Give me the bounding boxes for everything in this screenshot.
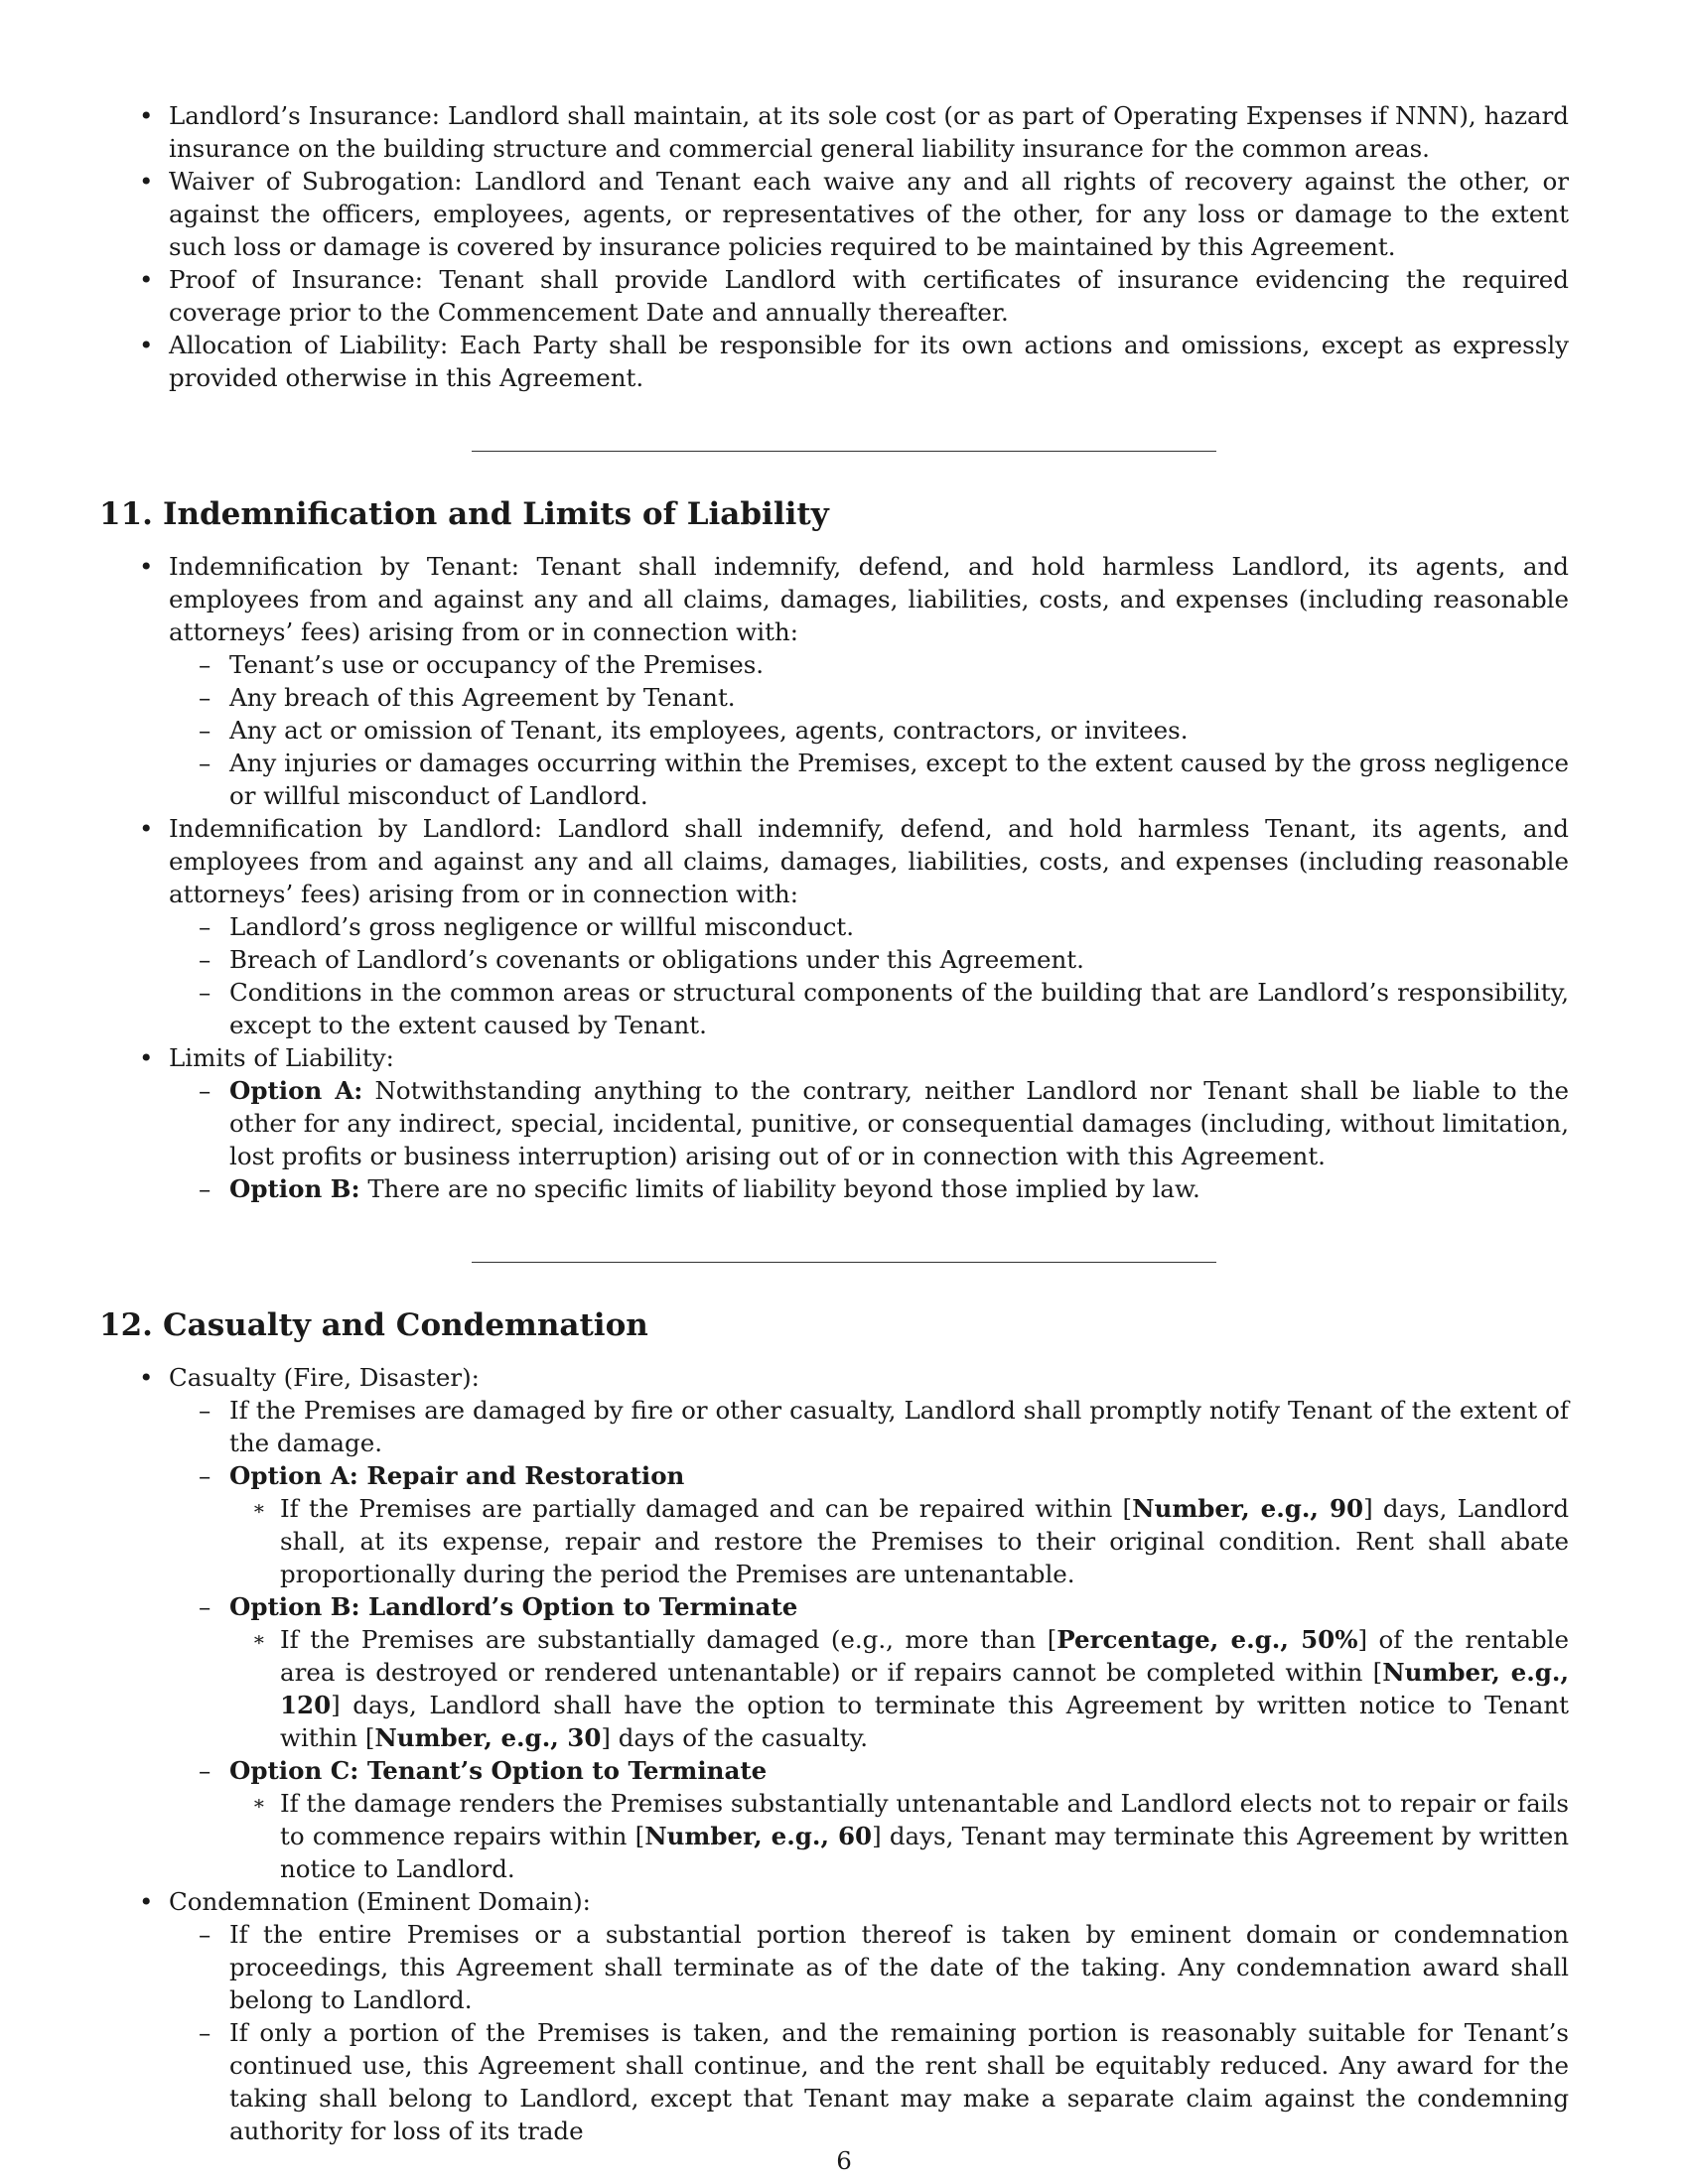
sub-list-item: – If only a portion of the Premises is taken, and the remaining portion is reasonably suitable for Tenant’s continued use, this Agreement shall continue, and the rent shall be equitably reduced. Any award for the taking shall belong to Landlord, except that Tenant may make a separate claim against the condemning authority for loss of its trade xyxy=(169,2016,1569,2147)
sub-sub-list-item: ∗ If the damage renders the Premises substantially untenantable and Landlord elects not to repair or fails to commence repairs within [Number, e.g., 60] days, Tenant may terminate this Agreement by written notice to Landlord. xyxy=(229,1787,1569,1885)
list-item: • Condemnation (Eminent Domain): – If the entire Premises or a substantial portion thereof is taken by eminent domain or condemnation proceedings, this Agreement shall terminate as of the date of the taking. Any condemnation award shall belong to Landlord. – If only a portion of the Premises is taken, and the remaining portion is reasonably suitable for Tenant’s continued use, this Agreement shall continue, and the rent shall be equitably reduced. Any award for the taking shall belong to Landlord, except that Tenant may make a separate claim against the condemning authority for loss of its trade xyxy=(139,1885,1569,2147)
sub-list-item: – Any injuries or damages occurring within the Premises, except to the extent caused by the gross negligence or willful misconduct of Landlord. xyxy=(169,747,1569,812)
list-item: • Limits of Liability: – Option A: Notwithstanding anything to the contrary, neither Landlord nor Tenant shall be liable to the other for any indirect, special, incidental, punitive, or consequential damages (including, without limitation, lost profits or business interruption) arising out of or in connection with this Agreement. – Option B: There are no specific limits of liability beyond those implied by law. xyxy=(139,1041,1569,1205)
sub-list-item: – Conditions in the common areas or structural components of the building that are Landlord’s responsibility, except to the extent caused by Tenant. xyxy=(169,976,1569,1041)
page-number: 6 xyxy=(836,2146,852,2175)
list-item: • Allocation of Liability: Each Party shall be responsible for its own actions and omissions, except as expressly provided otherwise in this Agreement. xyxy=(139,329,1569,394)
list-item: • Indemnification by Tenant: Tenant shall indemnify, defend, and hold harmless Landlord, its agents, and employees from and against any and all claims, damages, liabilities, costs, and expenses (including reasonable attorneys’ fees) arising from or in connection with: – Tenant’s use or occupancy of the Premises. – Any breach of this Agreement by Tenant. – Any act or omission of Tenant, its employees, agents, contractors, or invitees. – Any injuries or damages occurring within the Premises, except to the extent caused by the gross negligence or willful misconduct of Landlord. xyxy=(139,550,1569,812)
sub-list-item: – Option C: Tenant’s Option to Terminate ∗ If the damage renders the Premises substantially untenantable and Landlord elects not to repair or fails to commence repairs within [Number, e.g., 60] days, Tenant may terminate this Agreement by written notice to Landlord. xyxy=(169,1754,1569,1885)
sub-list-item: – If the entire Premises or a substantial portion thereof is taken by eminent domain or condemnation proceedings, this Agreement shall terminate as of the date of the taking. Any condemnation award shall belong to Landlord. xyxy=(169,1918,1569,2016)
sub-sub-list-item: ∗ If the Premises are substantially damaged (e.g., more than [Percentage, e.g., 50%] of the rentable area is destroyed or rendered untenantable) or if repairs cannot be completed within [Number, e.g., 120] days, Landlord shall have the option to terminate this Agreement by written notice to Tenant within [Number, e.g., 30] days of the casualty. xyxy=(229,1623,1569,1754)
insurance-list xyxy=(139,99,1569,394)
section-divider xyxy=(472,1262,1216,1263)
list-item: • Casualty (Fire, Disaster): – If the Premises are damaged by fire or other casualty, Landlord shall promptly notify Tenant of the extent of the damage. – Option A: Repair and Restoration ∗ If the Premises are partially damaged and can be repaired within [Number, e.g., 90] days, Landlord shall, at its expense, repair and restore the Premises to their original condition. Rent shall abate proportionally during the period the Premises are untenantable. – Option B: Landlord’s Option to Terminate ∗ If the Premises are substantially damaged (e.g., more than [Percentage, e.g., 50%] of the rentable area is destroyed or rendered untenantable) or if repairs cannot be completed within [Number, e.g., 120] days, Landlord shall have the option to terminate this Agreement by written notice to Tenant within [Number, e.g., 30] days of the casualty. – Option C: Tenant’s Option to Terminate ∗ If the damage renders the Premises substantially untenantable and Landlord elects not to repair or fails to commence repairs within [Number, e.g., 60] days, Tenant may terminate this Agreement by written notice to Landlord. xyxy=(139,1361,1569,1885)
section-heading-12: 12. Casualty and Condemnation xyxy=(99,1307,648,1343)
section-divider xyxy=(472,451,1216,452)
sub-list-item: – Any breach of this Agreement by Tenant. xyxy=(169,681,1569,714)
sub-list-item: – Breach of Landlord’s covenants or obligations under this Agreement. xyxy=(169,943,1569,976)
sub-list-item: – Option A: Repair and Restoration ∗ If the Premises are partially damaged and can be repaired within [Number, e.g., 90] days, Landlord shall, at its expense, repair and restore the Premises to their original condition. Rent shall abate proportionally during the period the Premises are untenantable. xyxy=(169,1459,1569,1590)
sub-sub-list-item: ∗ If the Premises are partially damaged and can be repaired within [Number, e.g., 90] days, Landlord shall, at its expense, repair and restore the Premises to their original condition. Rent shall abate proportionally during the period the Premises are untenantable. xyxy=(229,1492,1569,1590)
list-item: • Waiver of Subrogation: Landlord and Tenant each waive any and all rights of recovery against the other, or against the officers, employees, agents, or representatives of the other, for any loss or damage to the extent such loss or damage is covered by insurance policies required to be maintained by this Agreement. xyxy=(139,165,1569,263)
section-12-list xyxy=(139,1361,1569,2147)
list-item: • Landlord’s Insurance: Landlord shall maintain, at its sole cost (or as part of Operating Expenses if NNN), hazard insurance on the building structure and commercial general liability insurance for the common areas. xyxy=(139,99,1569,165)
section-heading-11: 11. Indemnification and Limits of Liability xyxy=(99,496,829,532)
sub-list-item: – Landlord’s gross negligence or willful misconduct. xyxy=(169,910,1569,943)
sub-list-item: – Option B: Landlord’s Option to Terminate ∗ If the Premises are substantially damaged (e.g., more than [Percentage, e.g., 50%] of the rentable area is destroyed or rendered untenantable) or if repairs cannot be completed within [Number, e.g., 120] days, Landlord shall have the option to terminate this Agreement by written notice to Tenant within [Number, e.g., 30] days of the casualty. xyxy=(169,1590,1569,1754)
section-11-list xyxy=(139,550,1569,1205)
document-page xyxy=(99,99,1570,2147)
list-item: • Proof of Insurance: Tenant shall provide Landlord with certificates of insurance evidencing the required coverage prior to the Commencement Date and annually thereafter. xyxy=(139,263,1569,329)
sub-list-item: – Any act or omission of Tenant, its employees, agents, contractors, or invitees. xyxy=(169,714,1569,747)
sub-list-item: – Tenant’s use or occupancy of the Premises. xyxy=(169,648,1569,681)
sub-list-item: – Option A: Notwithstanding anything to the contrary, neither Landlord nor Tenant shall be liable to the other for any indirect, special, incidental, punitive, or consequential damages (including, without limitation, lost profits or business interruption) arising out of or in connection with this Agreement. xyxy=(169,1074,1569,1172)
sub-list-item: – If the Premises are damaged by fire or other casualty, Landlord shall promptly notify Tenant of the extent of the damage. xyxy=(169,1394,1569,1459)
sub-list-item: – Option B: There are no specific limits of liability beyond those implied by law. xyxy=(169,1172,1569,1205)
list-item: • Indemnification by Landlord: Landlord shall indemnify, defend, and hold harmless Tenant, its agents, and employees from and against any and all claims, damages, liabilities, costs, and expenses (including reasonable attorneys’ fees) arising from or in connection with: – Landlord’s gross negligence or willful misconduct. – Breach of Landlord’s covenants or obligations under this Agreement. – Conditions in the common areas or structural components of the building that are Landlord’s responsibility, except to the extent caused by Tenant. xyxy=(139,812,1569,1041)
